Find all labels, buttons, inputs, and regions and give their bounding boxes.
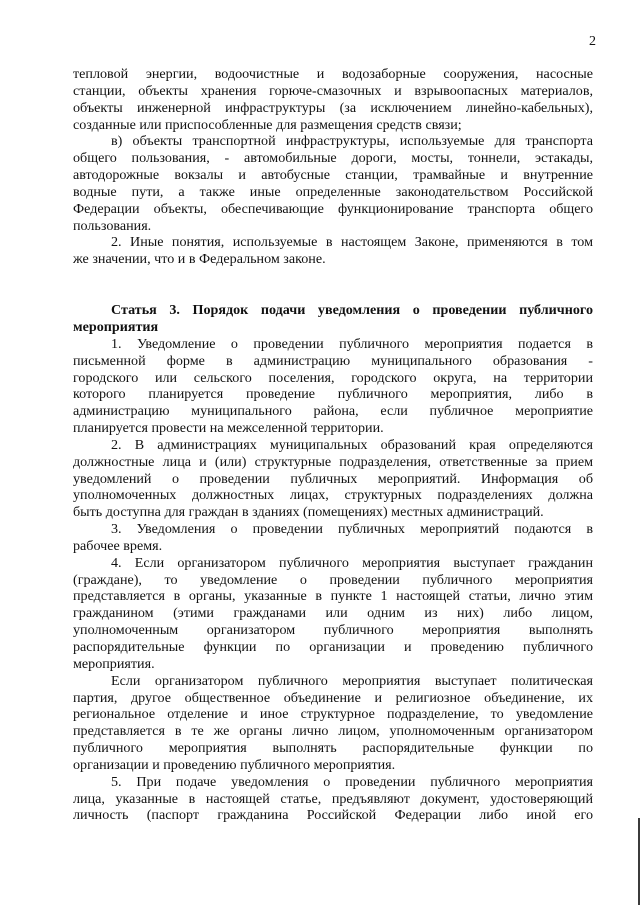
text-line: уполномоченных должностных лицах, структурных подразделениях должна <box>73 487 593 504</box>
text-line: распорядительные функции по организации и проведению публичного <box>73 639 593 655</box>
text-line: же значении, что и в Федеральном законе. <box>73 251 326 268</box>
text-line: Если организатором публичного мероприятия выступает политическая <box>111 672 593 689</box>
text-line: 2. В администрациях муниципальных образований края определяются <box>111 436 593 453</box>
text-line: общего пользования, - автомобильные дороги, мосты, тоннели, эстакады, <box>73 150 593 167</box>
document-body <box>73 66 593 824</box>
article-3-body <box>73 336 593 824</box>
text-line: организации и проведению публичного мероприятия. <box>73 756 396 773</box>
text-line: администрацию муниципального района, если публичное мероприятие <box>73 403 593 420</box>
text-line: письменной форме в администрацию муниципального образования - <box>73 352 593 369</box>
text-line: партия, другое общественное объединение и религиозное объединение, их <box>73 689 593 706</box>
paragraph <box>73 336 593 437</box>
text-line: мероприятия. <box>73 655 155 672</box>
paragraph <box>73 66 593 133</box>
text-line: представляется в органы, указанные в пункте 1 настоящей статьи, лично этим <box>73 588 593 605</box>
paragraph <box>73 437 593 521</box>
text-line: публичного мероприятия выполнять распорядительные функции по <box>73 740 593 757</box>
paragraph <box>73 555 593 673</box>
text-line: уведомлений о проведении публичных мероприятий. Информация об <box>73 470 593 487</box>
text-line: 1. Уведомление о проведении публичного мероприятия подается в <box>111 335 593 352</box>
paragraph <box>73 234 593 268</box>
text-line: которого планируется проведение публичного мероприятия, либо в <box>73 386 593 403</box>
text-line: гражданином (этими гражданами или одним из них) либо лицом, <box>73 605 593 622</box>
text-line: 4. Если организатором публичного мероприятия выступает гражданин <box>111 554 593 571</box>
text-block-continuation <box>73 66 593 268</box>
paragraph <box>73 133 593 234</box>
text-line: Федерации объекты, обеспечивающие функционирование транспорта общего <box>73 200 593 217</box>
paragraph <box>73 521 593 555</box>
text-line: 3. Уведомления о проведении публичных мероприятий подаются в <box>111 521 593 538</box>
page-number: 2 <box>589 34 596 49</box>
text-line: рабочее время. <box>73 537 163 554</box>
section-gap <box>73 268 593 285</box>
text-line: в) объекты транспортной инфраструктуры, используемые для транспорта <box>111 133 593 150</box>
text-line: региональное отделение и иное структурное подразделение, то уведомление <box>73 706 593 723</box>
text-line: созданные или приспособленные для размещения средств связи; <box>73 116 462 133</box>
text-line: планируется провести на межселенной территории. <box>73 420 384 437</box>
article-heading <box>73 302 593 336</box>
text-line: личность (паспорт гражданина Российской Федерации либо иной его <box>73 807 593 824</box>
text-line: объекты инженерной инфраструктуры (за исключением линейно-кабельных), <box>73 99 593 116</box>
paragraph <box>73 774 593 825</box>
text-line: лица, указанные в настоящей статье, предъявляют документ, удостоверяющий <box>73 790 593 807</box>
text-line: тепловой энергии, водоочистные и водозаборные сооружения, насосные <box>73 66 593 82</box>
text-line: быть доступна для граждан в зданиях (помещениях) местных администраций. <box>73 504 544 521</box>
text-line: представляется в те же органы лично лицом, уполномоченным организатором <box>73 723 593 740</box>
text-line: 5. При подаче уведомления о проведении публичного мероприятия <box>111 773 593 790</box>
text-line: станции, объекты хранения горюче-смазочных и взрывоопасных материалов, <box>73 82 593 99</box>
text-line: автодорожные вокзалы и автобусные станции, трамвайные и внутренние <box>73 167 593 184</box>
paragraph <box>73 673 593 774</box>
text-line: уполномоченным организатором публичного мероприятия выполнять <box>73 622 593 639</box>
text-line: 2. Иные понятия, используемые в настоящем Законе, применяются в том <box>111 234 593 251</box>
text-line: пользования. <box>73 217 152 234</box>
article-heading-line-1: Статья 3. Порядок подачи уведомления о проведении публичного <box>111 302 593 319</box>
text-line: городского или сельского поселения, городского округа, на территории <box>73 369 593 386</box>
text-line: (граждане), то уведомление о проведении публичного мероприятия <box>73 571 593 588</box>
article-heading-line-2: мероприятия <box>73 318 159 335</box>
text-line: водные пути, а также иные определенные законодательством Российской <box>73 183 593 200</box>
text-line: должностные лица и (или) структурные подразделения, ответственные за прием <box>73 453 593 470</box>
